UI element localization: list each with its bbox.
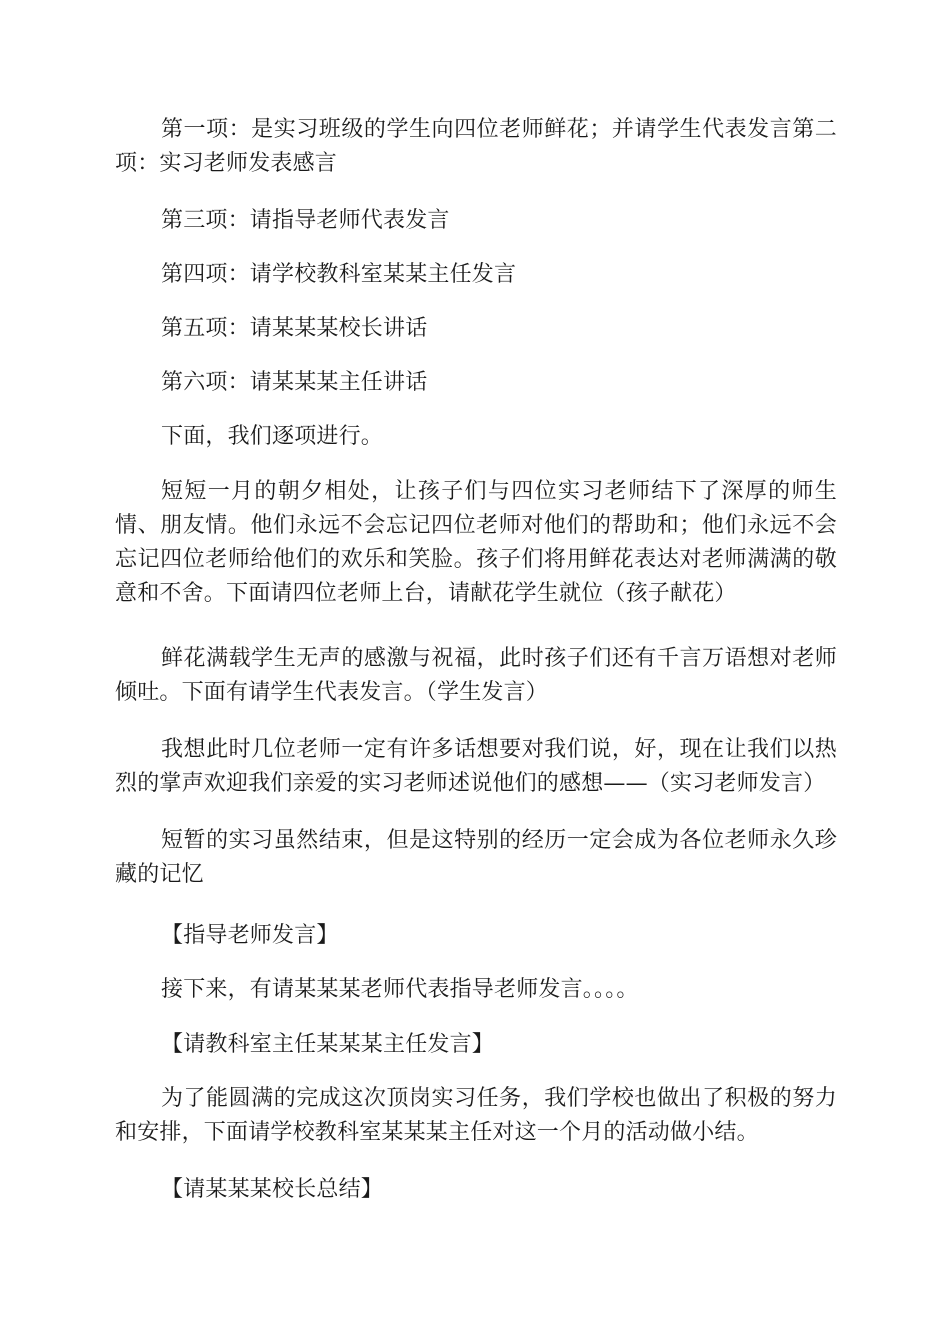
paragraph-mentor-invite: 接下来，有请某某某老师代表指导老师发言。。。。: [161, 977, 639, 1002]
paragraph-teacher-speech: 我想此时几位老师一定有许多话想要对我们说，好，现在让我们以热烈的掌声欢迎我们亲爱的实习老师述说他们的感想——（实习老师发言）: [115, 737, 837, 796]
paragraph-memory: 短暂的实习虽然结束，但是这特别的经历一定会成为各位老师永久珍藏的记忆: [115, 828, 837, 887]
heading-mentor-speech: 【指导老师发言】: [161, 923, 339, 948]
paragraph-agenda-item-5: 第五项：请某某某校长讲话: [161, 316, 428, 341]
paragraph-proceed: 下面，我们逐项进行。: [161, 424, 384, 449]
heading-office-director-speech: 【请教科室主任某某某主任发言】: [161, 1032, 495, 1057]
paragraph-student-speech: 鲜花满载学生无声的感激与祝福，此时孩子们还有千言万语想对老师倾吐。下面有请学生代表发言。（学生发言）: [115, 646, 837, 705]
paragraph-agenda-item-1-2: 第一项：是实习班级的学生向四位老师鲜花；并请学生代表发言第二项：实习老师发表感言: [115, 117, 837, 176]
paragraph-director-summary: 为了能圆满的完成这次顶岗实习任务，我们学校也做出了积极的努力和安排，下面请学校教科室某某某主任对这一个月的活动做小结。: [115, 1086, 837, 1145]
paragraph-agenda-item-6: 第六项：请某某某主任讲话: [161, 370, 428, 395]
paragraph-flowers-intro: 短短一月的朝夕相处，让孩子们与四位实习老师结下了深厚的师生情、朋友情。他们永远不会忘记四位老师对他们的帮助和；他们永远不会忘记四位老师给他们的欢乐和笑脸。孩子们将用鲜花表达对老师满满的敬意和不舍。下面请四位老师上台，请献花学生就位（孩子献花）: [115, 479, 837, 606]
paragraph-agenda-item-3: 第三项：请指导老师代表发言: [161, 208, 450, 233]
heading-principal-summary: 【请某某某校长总结】: [161, 1177, 384, 1202]
paragraph-agenda-item-4: 第四项：请学校教科室某某主任发言: [161, 262, 517, 287]
